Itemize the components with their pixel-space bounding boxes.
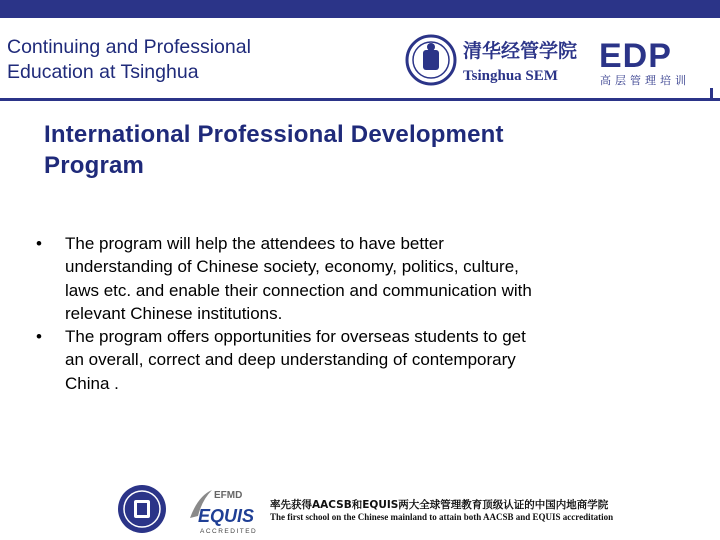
bullet-line: an overall, correct and deep understanding of contemporary [65,350,516,370]
footer-en-text: The first school on the Chinese mainland to attain both AACSB and EQUIS accreditation [270,512,614,522]
tsinghua-emblem-icon [407,36,455,84]
bullet-line: China . [65,373,119,393]
footer [0,478,720,540]
slide-title [44,119,664,181]
equis-label: EQUIS [198,506,255,526]
accredited-label: ACCREDITED [200,528,258,535]
header-title-line-2: Education at Tsinghua [7,61,199,83]
edp-logo-letters: EDP [599,37,672,75]
equis-logo [184,482,264,537]
bullet-dot: • [36,234,42,253]
slide-title-line-1: International Professional Development [44,121,504,148]
bullet-item [36,325,636,395]
header-divider-tick [710,88,713,100]
bullet-line: The program will help the attendees to have better [65,234,444,253]
footer-cn-text: 率先获得AACSB和EQUIS两大全球管理教育顶级认证的中国内地商学院 [270,499,609,511]
edp-logo-cn-text: 高层管理培训 [600,74,690,87]
tsinghua-seal-icon [117,484,167,534]
bullet-line: The program offers opportunities for overseas students to get [65,327,526,347]
header-title-line-1: Continuing and Professional [7,36,251,58]
slide-title-line-2: Program [44,152,145,179]
bullet-dot: • [36,327,42,347]
header-divider [0,98,720,101]
bullet-line: relevant Chinese institutions. [65,303,283,323]
bullet-list [36,232,636,395]
bullet-line: understanding of Chinese society, economy, politics, culture, [65,257,519,277]
bullet-item [36,232,636,325]
sem-logo-en-text: Tsinghua SEM [463,68,558,84]
bullet-line: laws etc. and enable their connection and communication with [65,280,532,300]
edp-logo [597,37,701,87]
header-title [7,35,387,85]
top-banner-bar [0,0,720,18]
efmd-label: EFMD [214,490,243,501]
tsinghua-sem-logo [405,33,585,87]
sem-logo-cn-text: 清华经管学院 [463,40,578,62]
